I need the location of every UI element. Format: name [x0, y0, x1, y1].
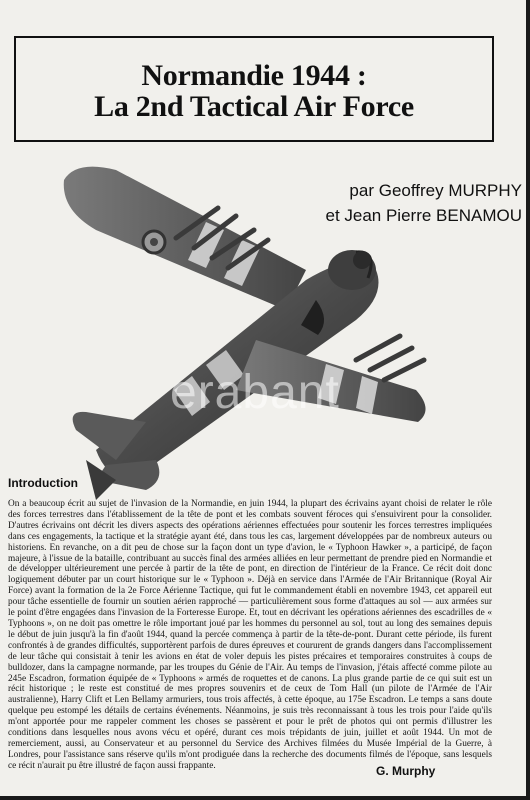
title-line-1: Normandie 1944 : [141, 59, 367, 92]
watermark: erabant [170, 366, 340, 419]
title-line-2: La 2nd Tactical Air Force [94, 90, 414, 123]
section-heading: Introduction [8, 476, 78, 490]
title-box [14, 36, 494, 142]
author-line-2: et Jean Pierre BENAMOU [325, 206, 522, 225]
body-paragraph: On a beaucoup écrit au sujet de l'invasion de la Normandie, en juin 1944, la plupart des écrivains ayant choisi de relater le rôle des forces terrestres dans l'établissement de la tête de pont et les combats souvent féroces qui s'ensuivirent pour la consolider. D'autres écrivains ont décrit les divers aspects des opérations aériennes effectuées pour soutenir les forces terrestres impliquées dans ces engagements, la tactique et la stratégie ayant été, dans tous les cas, largement développées par de nombreux auteurs ou historiens. En revanche, on a dit peu de chose sur la façon dont un type d'avion, le « Typhoon Hawker », a participé, de façon majeure, à l'issue de la bataille, contribuant au succès final des armées alliées en leur permettant de prendre pied en Normandie et de développer ultérieurement une percée à partir de la tête de pont, en direction de l'intérieur de la France. Ce récit doit donc logiquement débuter par un court historique sur le « Typhoon ». Déjà en service dans l'Armée de l'Air Britannique (Royal Air Force) avant la formation de la 2e Force Aérienne Tactique, qui fut le commandement établi en novembre 1943, cet appareil eut pour tâche essentielle de fournir un soutien aérien rapproché — particulièrement sous forme d'attaques au sol — aux armées sur le point d'être engagées dans l'invasion de la Forteresse Europe. Et, tout en décrivant les opérations aériennes des escadrilles de « Typhoons », on ne doit pas omettre le rôle important joué par les hommes du personnel au sol, tout au long des semaines depuis le début de juin jusqu'à la fin d'août 1944, quand la percée commença à partir de la tête-de-pont. Durant cette période, ils furent confrontés à de grandes difficultés, supportèrent parfois de dures épreuves et coururent de grands dangers dans l'accomplissement de leur tâche qui consistait à tenir les avions en état de voler depuis les pistes précaires et temporaires construites à coups de bulldozer, dans la campagne normande, par les troupes du Génie de l'Air. Au temps de l'invasion, j'étais affecté comme pilote au 245e Escadron, formation équipée de « Typhoons » armés de roquettes et de canons. La plus grande partie de ce qui suit est un récit historique ; le reste est constitué de mes propres souvenirs et de ceux de Tom Hall (un pilote de l'Armée de l'Air australienne), Harry Clift et Len Bellamy armuriers, tous trois affectés, à cette époque, au 175e Escadron. Le temps a sans doute quelque peu estompé les détails de certains événements. Néanmoins, je suis très reconnaissant à tous les trois pour l'aide qu'ils m'ont apportée pour me rappeler comment les choses se passèrent et pour le prêt de photos qui ont permis d'illustrer les conditions dans lesquelles nous avons vécu et opéré, durant ces mois trépidants de juin, juillet et août 1944. Un mot de remerciement, aussi, au Conservateur et au personnel du Service des Archives filmées du Musée Impérial de la Guerre, à Londres, pour l'assistance sans réserve qu'ils m'ont prodiguée dans la recherche des documents filmés de l'époque, sans lesquels ce récit n'aurait pu être illustré de façon aussi frappante. [8, 499, 492, 771]
authors-block [250, 178, 522, 228]
article-body [8, 499, 492, 772]
signature: G. Murphy [372, 764, 435, 778]
author-line-1: par Geoffrey MURPHY [349, 181, 522, 200]
